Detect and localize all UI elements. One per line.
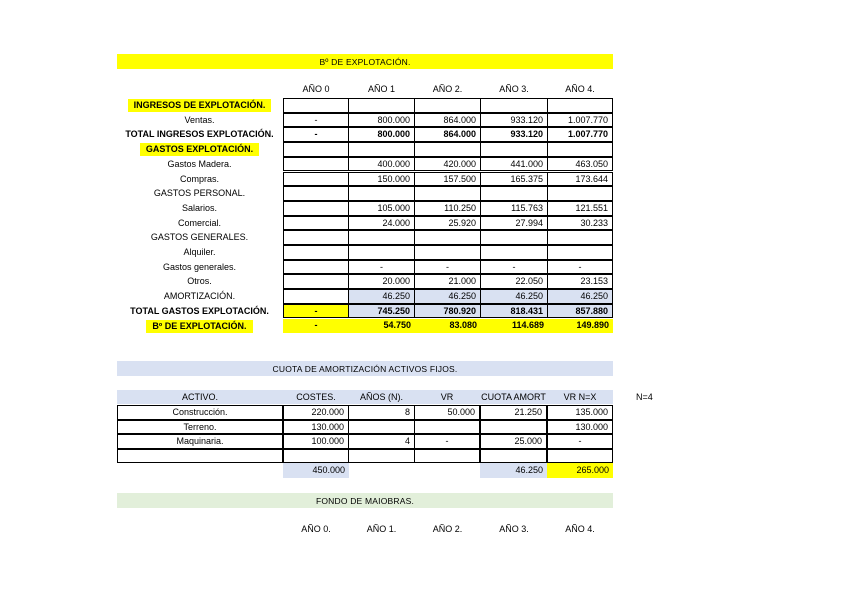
table-cell: 933.120: [480, 127, 548, 142]
table-cell: 150.000: [348, 172, 415, 187]
row-label: [117, 319, 282, 334]
table-cell: 30.233: [547, 216, 613, 231]
amortizacion-header: VR N=X: [547, 390, 613, 404]
row-label: GASTOS PERSONAL.: [153, 188, 246, 199]
table-cell: [348, 245, 415, 260]
table-cell: -: [348, 260, 415, 275]
table-cell: 864.000: [414, 113, 481, 128]
year-header: AÑO 2.: [432, 84, 463, 94]
fondo-year-header: AÑO 1.: [366, 524, 397, 534]
table-cell: -: [414, 260, 481, 275]
table-cell: [480, 142, 548, 157]
table-cell: -: [283, 127, 349, 142]
table-cell: 24.000: [348, 216, 415, 231]
table-cell: 1.007.770: [547, 113, 613, 128]
amortizacion-header: CUOTA AMORT: [481, 392, 546, 402]
table-cell: 933.120: [480, 113, 548, 128]
table-cell: [348, 230, 415, 245]
row-label-text: Bº DE EXPLOTACIÓN.: [146, 320, 252, 333]
amortizacion-total: 46.250: [480, 463, 547, 478]
amortizacion-title-bar: [117, 361, 613, 376]
table-cell: 110.250: [414, 201, 481, 216]
table-cell: [480, 186, 548, 201]
table-cell: 818.431: [480, 304, 548, 319]
table-cell: 83.080: [414, 319, 481, 334]
amortizacion-cell: 21.250: [480, 405, 547, 420]
fondo-year-header: AÑO 4.: [565, 524, 595, 534]
table-cell: 22.050: [480, 274, 548, 289]
row-label: TOTAL INGRESOS EXPLOTACIÓN.: [125, 129, 274, 140]
year-header: AÑO 1: [367, 84, 395, 94]
amortizacion-title: CUOTA DE AMORTIZACIÓN ACTIVOS FIJOS.: [272, 363, 458, 374]
table-cell: -: [480, 260, 548, 275]
amortizacion-cell: 220.000: [283, 405, 349, 420]
table-cell: 149.890: [547, 319, 613, 334]
year-header: AÑO 4.: [565, 84, 595, 94]
table-cell: [414, 98, 481, 113]
table-cell: 115.763: [480, 201, 548, 216]
table-cell: 463.050: [547, 157, 613, 172]
table-cell: 165.375: [480, 172, 548, 187]
explotacion-title: Bº DE EXPLOTACIÓN.: [319, 56, 411, 67]
row-label-text: INGRESOS DE EXPLOTACIÓN.: [128, 99, 272, 112]
table-cell: [414, 230, 481, 245]
table-cell: [547, 98, 613, 113]
table-cell: [283, 172, 349, 187]
fondo-title: FONDO DE MAIOBRAS.: [315, 495, 415, 506]
amortizacion-cell: 130.000: [283, 420, 349, 435]
table-cell: 20.000: [348, 274, 415, 289]
amortizacion-cell: Maquinaria.: [117, 434, 283, 449]
amortizacion-total: 265.000: [547, 463, 613, 478]
amortizacion-header: ACTIVO.: [117, 390, 283, 404]
table-cell: 46.250: [547, 289, 613, 304]
table-cell: [283, 230, 349, 245]
table-cell: -: [283, 319, 349, 334]
row-label: Alquiler.: [183, 247, 216, 257]
amortizacion-header: COSTES.: [283, 390, 349, 404]
amortizacion-header: AÑOS (N).: [348, 390, 415, 404]
amortizacion-cell: 135.000: [547, 405, 613, 420]
row-label: Otros.: [187, 276, 212, 287]
amortizacion-cell: 50.000: [414, 405, 480, 420]
row-label: Salarios.: [181, 202, 217, 213]
table-cell: 23.153: [547, 274, 613, 289]
table-cell: -: [283, 304, 349, 319]
row-label: GASTOS GENERALES.: [150, 232, 249, 243]
table-cell: [547, 142, 613, 157]
table-cell: [283, 98, 349, 113]
table-cell: [283, 157, 349, 172]
table-cell: [480, 230, 548, 245]
table-cell: [283, 245, 349, 260]
table-cell: [283, 216, 349, 231]
table-cell: 420.000: [414, 157, 481, 172]
table-cell: [283, 274, 349, 289]
table-cell: 114.689: [480, 319, 548, 334]
fondo-title-bar: [117, 493, 613, 508]
row-label: TOTAL GASTOS EXPLOTACIÓN.: [130, 305, 269, 316]
table-cell: 25.920: [414, 216, 481, 231]
row-label: Ventas.: [184, 114, 215, 125]
table-cell: [283, 142, 349, 157]
row-label: [117, 98, 282, 113]
amortizacion-cell: [348, 449, 415, 464]
table-cell: 27.994: [480, 216, 548, 231]
explotacion-title-bar: [117, 54, 613, 69]
table-cell: -: [283, 113, 349, 128]
row-label: AMORTIZACIÓN.: [163, 291, 236, 302]
amortizacion-cell: 130.000: [547, 420, 613, 435]
table-cell: [283, 260, 349, 275]
table-cell: -: [547, 260, 613, 275]
row-label: [117, 142, 282, 157]
amortizacion-cell: 4: [348, 434, 415, 449]
table-cell: [414, 245, 481, 260]
table-cell: [283, 186, 349, 201]
table-cell: 21.000: [414, 274, 481, 289]
fondo-year-header: AÑO 2.: [432, 524, 463, 534]
table-cell: [414, 142, 481, 157]
table-cell: 1.007.770: [547, 127, 613, 142]
table-cell: 441.000: [480, 157, 548, 172]
table-cell: 121.551: [547, 201, 613, 216]
table-cell: [348, 98, 415, 113]
amortizacion-cell: [547, 449, 613, 464]
table-cell: 857.880: [547, 304, 613, 319]
table-cell: 54.750: [348, 319, 415, 334]
fondo-year-header: AÑO 0.: [301, 524, 331, 534]
amortizacion-cell: -: [414, 434, 480, 449]
amortizacion-cell: 25.000: [480, 434, 547, 449]
table-cell: 864.000: [414, 127, 481, 142]
row-label: Compras.: [179, 173, 219, 184]
table-cell: 400.000: [348, 157, 415, 172]
table-cell: 105.000: [348, 201, 415, 216]
row-label: Comercial.: [177, 217, 221, 228]
table-cell: 800.000: [348, 127, 415, 142]
amortizacion-cell: [348, 420, 415, 435]
amortizacion-cell: [414, 449, 480, 464]
amortizacion-cell: [480, 449, 547, 464]
table-cell: 46.250: [414, 289, 481, 304]
table-cell: 780.920: [414, 304, 481, 319]
amortizacion-cell: 100.000: [283, 434, 349, 449]
year-header: AÑO 0: [302, 84, 330, 94]
amortizacion-header: VR: [414, 390, 480, 404]
amortizacion-cell: [117, 449, 283, 464]
amortizacion-cell: [480, 420, 547, 435]
table-cell: [547, 245, 613, 260]
table-cell: [414, 186, 481, 201]
table-cell: 173.644: [547, 172, 613, 187]
table-cell: 46.250: [348, 289, 415, 304]
table-cell: [283, 201, 349, 216]
amortizacion-cell: Terreno.: [117, 420, 283, 435]
amortizacion-note: N=4: [636, 392, 653, 402]
fondo-year-header: AÑO 3.: [499, 524, 529, 534]
table-cell: [348, 142, 415, 157]
amortizacion-cell: [283, 449, 349, 464]
table-cell: [480, 245, 548, 260]
year-header: AÑO 3.: [499, 84, 529, 94]
table-cell: [480, 98, 548, 113]
table-cell: [348, 186, 415, 201]
table-cell: 46.250: [480, 289, 548, 304]
table-cell: 745.250: [348, 304, 415, 319]
table-cell: [547, 230, 613, 245]
table-cell: [547, 186, 613, 201]
amortizacion-cell: Construcción.: [117, 405, 283, 420]
amortizacion-total: 450.000: [283, 463, 349, 478]
row-label: Gastos Madera.: [167, 158, 232, 169]
table-cell: [283, 289, 349, 304]
amortizacion-cell: 8: [348, 405, 415, 420]
table-cell: 800.000: [348, 113, 415, 128]
amortizacion-cell: -: [547, 434, 613, 449]
row-label: Gastos generales.: [162, 261, 237, 272]
table-cell: 157.500: [414, 172, 481, 187]
row-label-text: GASTOS EXPLOTACIÓN.: [140, 143, 259, 156]
amortizacion-cell: [414, 420, 480, 435]
